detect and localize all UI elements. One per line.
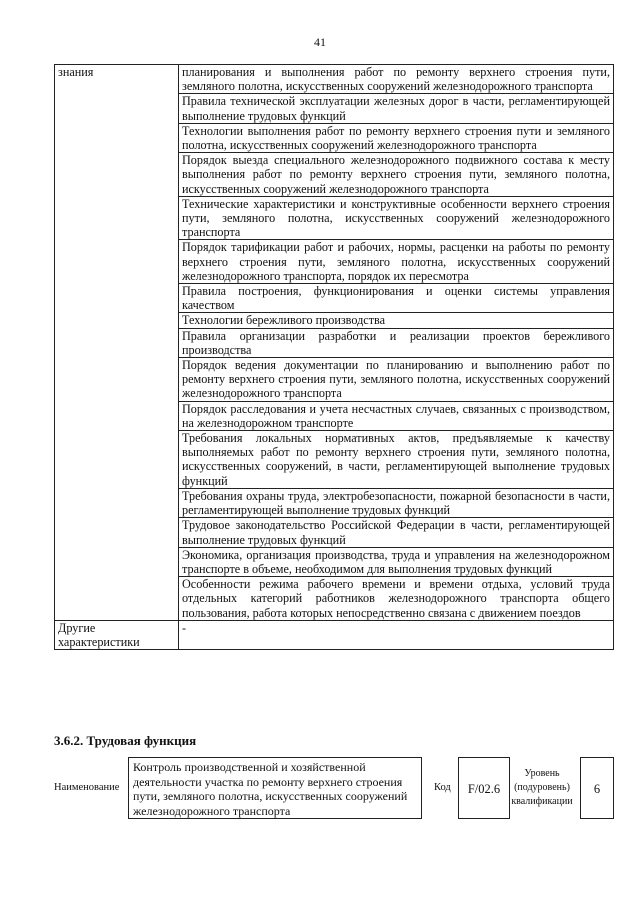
knowledge-item: Трудовое законодательство Российской Федерации в части, регламентирующей выполнение трудовых функций [179,518,614,547]
function-name-label: Наименование [54,782,120,793]
knowledge-item: Технологии выполнения работ по ремонту верхнего строения пути и земляного полотна, искусственных сооружений железнодорожного транспорта [179,123,614,152]
other-row [55,620,614,649]
knowledge-item: Порядок выезда специального железнодорожного подвижного состава к месту выполнения работ по ремонту верхнего строения пути, земляного полотна, искусственных сооружений железнодорожного транспорта [179,153,614,197]
knowledge-item: Порядок тарификации работ и рабочих, нормы, расценки на работы по ремонту верхнего строения пути, земляного полотна, искусственных сооружений железнодорожного транспорта, порядок их пересмотра [179,240,614,284]
function-code-label: Код [434,782,451,793]
knowledge-item: Порядок ведения документации по планированию и выполнению работ по ремонту верхнего строения пути, земляного полотна, искусственных сооружений железнодорожного транспорта [179,358,614,402]
page-number: 41 [314,35,326,49]
knowledge-item: Правила построения, функционирования и оценки системы управления качеством [179,284,614,313]
qualification-level-box: 6 [580,757,614,819]
knowledge-row [55,65,614,94]
function-name-box: Контроль производственной и хозяйственной деятельности участка по ремонту верхнего строения пути, земляного полотна, искусственных сооружений железнодорожного транспорта [128,757,422,819]
knowledge-item: Экономика, организация производства, труда и управления на железнодорожном транспорте в объеме, необходимом для выполнения трудовых функций [179,547,614,576]
other-characteristics-value: - [179,620,614,649]
labor-function-row [54,757,614,819]
knowledge-item: Правила технической эксплуатации железных дорог в части, регламентирующей выполнение трудовых функций [179,94,614,123]
knowledge-item: Правила организации разработки и реализации проектов бережливого производства [179,328,614,357]
section-heading: 3.6.2. Трудовая функция [54,733,197,748]
qualification-level-label: Уровень (подуровень) квалификации [511,768,573,807]
function-code-box: F/02.6 [458,757,510,819]
knowledge-item: Требования охраны труда, электробезопасности, пожарной безопасности в части, регламентирующей выполнение трудовых функций [179,488,614,517]
knowledge-table [54,64,614,650]
knowledge-item: Технологии бережливого производства [179,313,614,328]
knowledge-item: Особенности режима рабочего времени и времени отдыха, условий труда отдельных категорий работников железнодорожного транспорта общего пользования, работа которых непосредственно связана с движением поездов [179,577,614,621]
knowledge-item: Порядок расследования и учета несчастных случаев, связанных с производством, на железнодорожном транспорте [179,401,614,430]
knowledge-item: Требования локальных нормативных актов, предъявляемые к качеству выполняемых работ по ремонту верхнего строения пути, земляного полотна, искусственных сооружений, в части, регламентирующей выполнение трудовых функций [179,431,614,489]
knowledge-item: Технические характеристики и конструктивные особенности верхнего строения пути, земляного полотна, искусственных сооружений железнодорожного транспорта [179,196,614,240]
knowledge-label: знания [55,65,179,621]
knowledge-item: планирования и выполнения работ по ремонту верхнего строения пути, земляного полотна, искусственных сооружений железнодорожного транспорта [179,65,614,94]
other-characteristics-label: Другие характеристики [55,620,179,649]
